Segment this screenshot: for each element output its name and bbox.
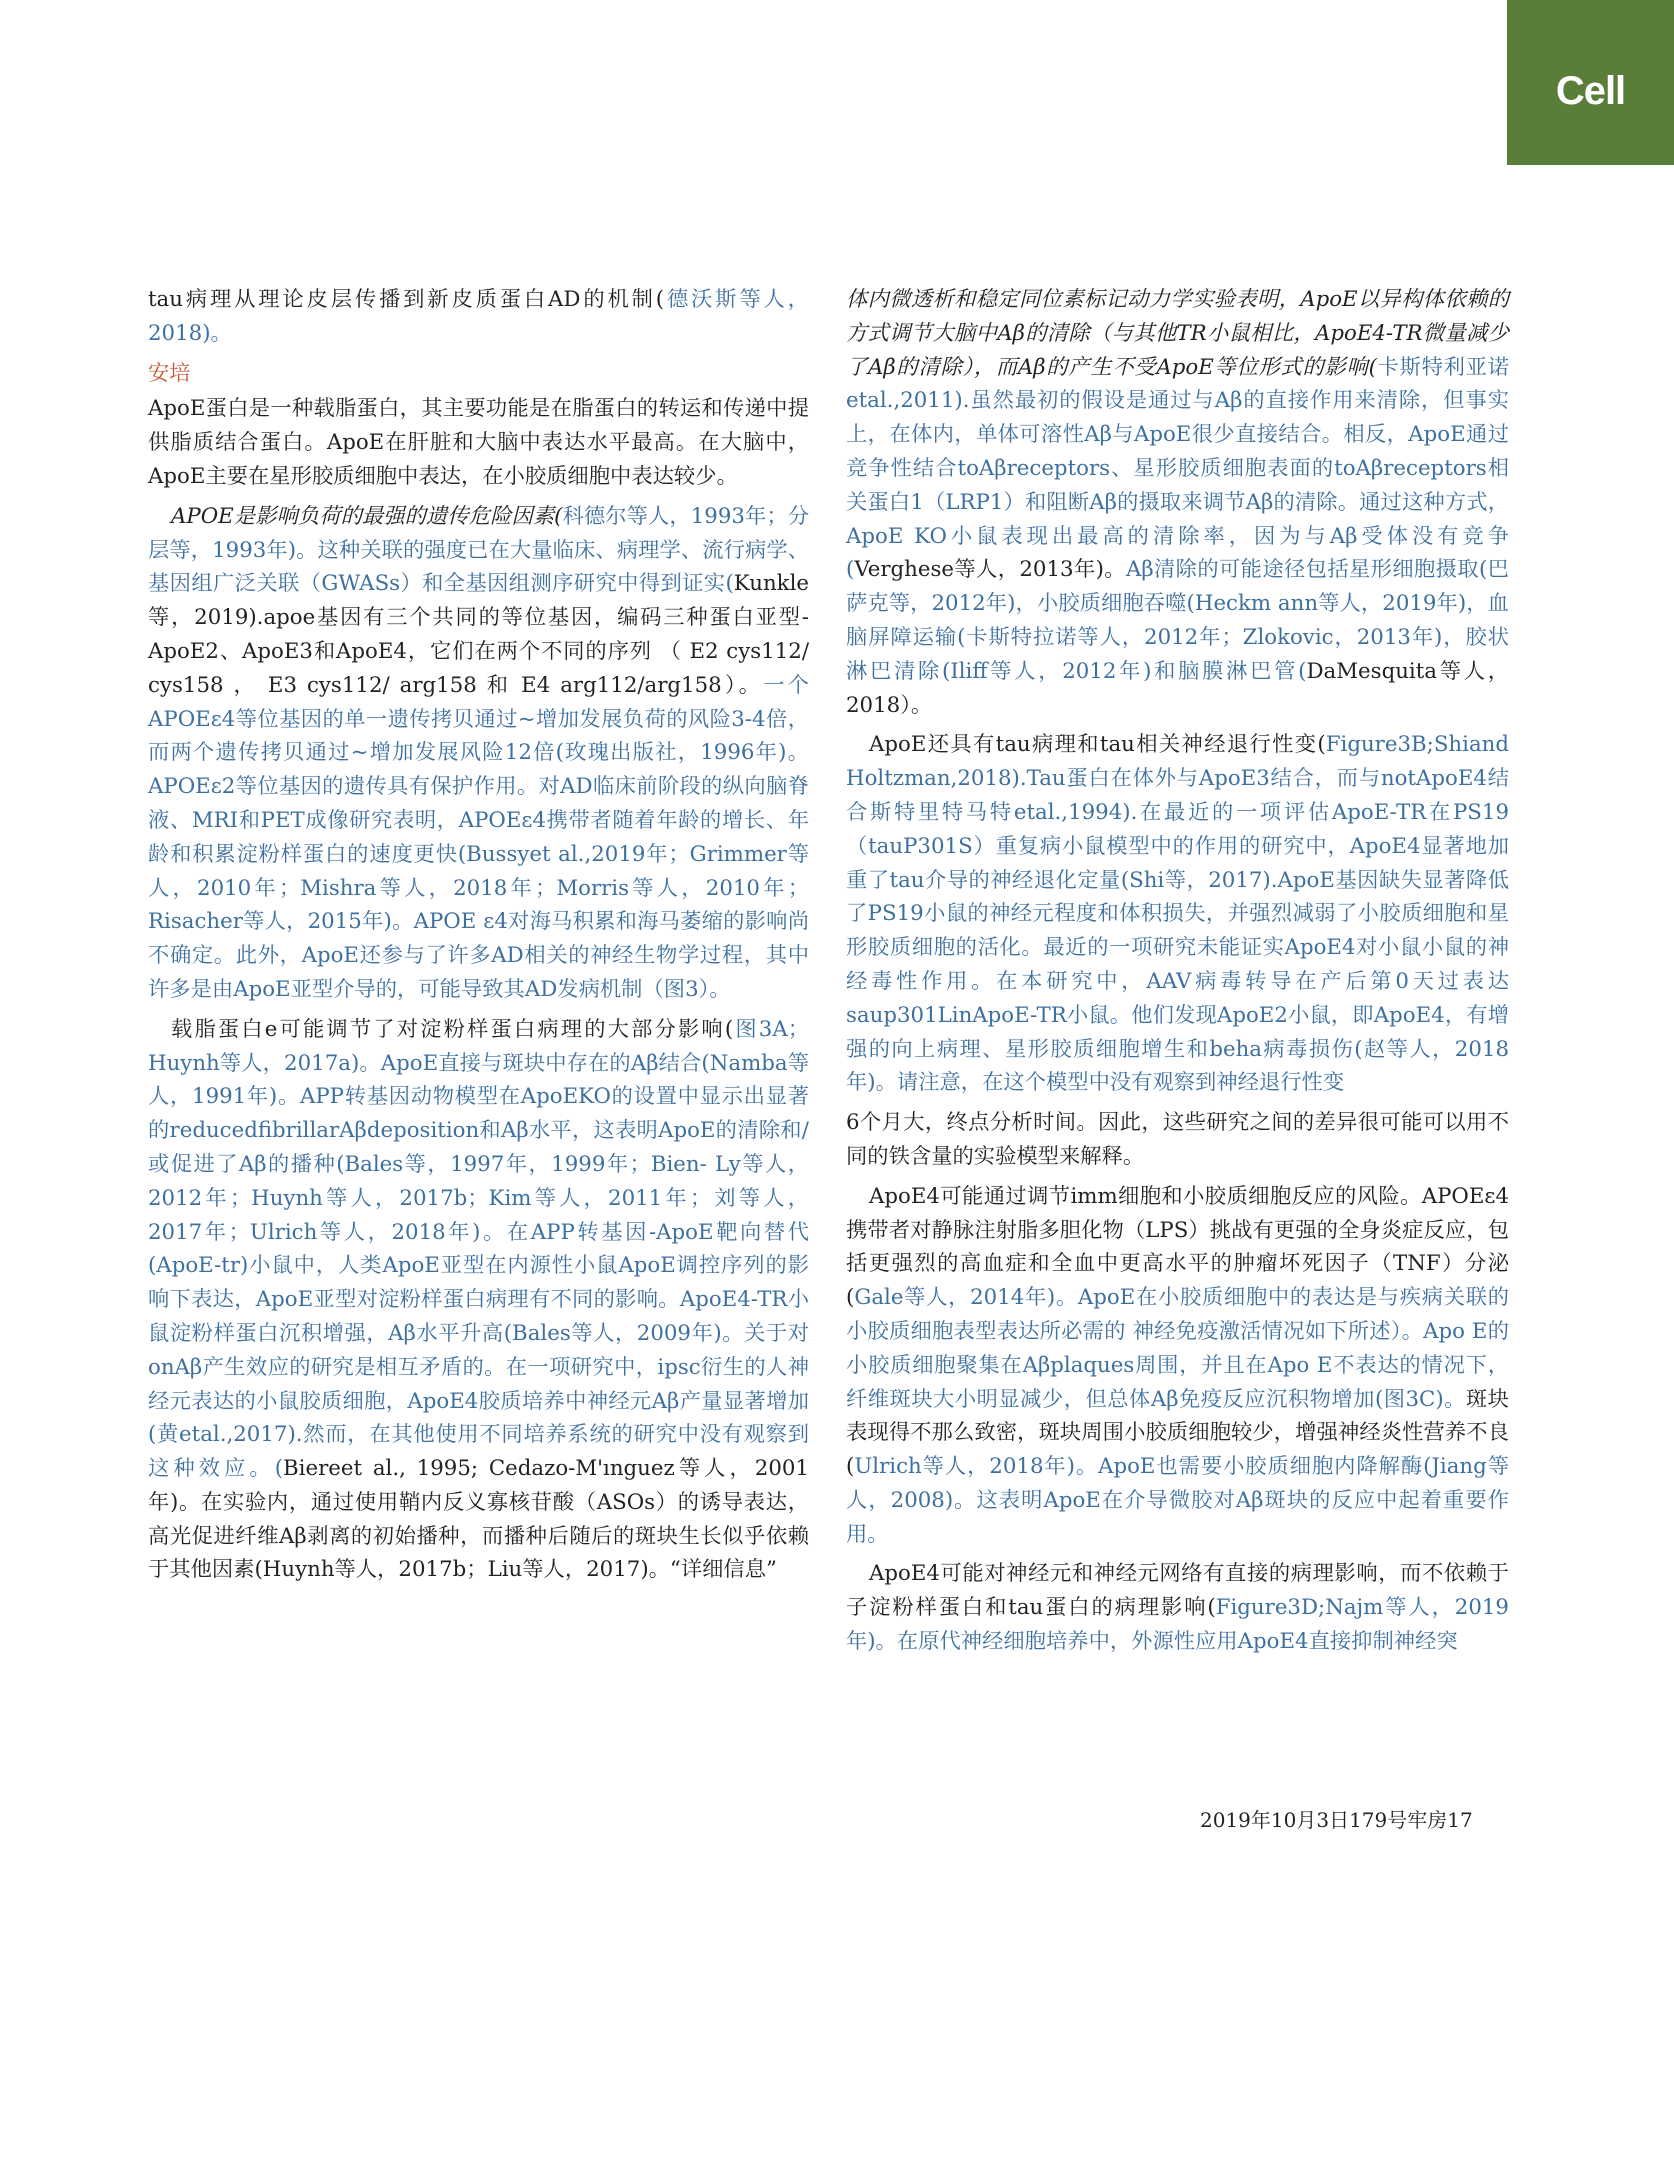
citation-link[interactable]: 图3A；Huynh等人，2017a)。ApoE直接与斑块中存在的Aβ结合(Namba等人，1991年)。APP转基因动物模型在ApoEKO的设置中显示出显著的reducedfibrillarAβdeposition和Aβ水平，这表明ApoE的清除和/或促进了Aβ的播种(Bales等，1997年，1999年；Bien- Ly等人，2012年；Huynh等人，2017b；Kim等人，2011年；刘等人，2017年；Ulrich等人，2018年)。在APP转基因-ApoE靶向替代(ApoE-tr)小鼠中，人类ApoE亚型在内源性小鼠ApoE调控序列的影响下表达，ApoE亚型对淀粉样蛋白病理有不同的影响。ApoE4-TR小鼠淀粉样蛋白沉积增强，Aβ水平升高(Bales等人，2009年)。关于对onAβ产生效应的研究是相互矛盾的。在一项研究中，ipsc衍生的人神经元表达的小鼠胶质细胞，ApoE4胶质培养中神经元Aβ产量显著增加(黄etal.,2017).然而，在其他使用不同培养系统的研究中没有观察到这种效应。( <box>148 1016 809 1482</box>
cell-logo: Cell <box>1507 0 1674 165</box>
citation-link[interactable]: Heckm ann等人，2019年)，血脑屏障运输( <box>846 591 1509 650</box>
citation-link[interactable]: 卡斯特利亚诺etal.,2011).虽然最初的假设是通过与Aβ的直接作用来清除，但事实上，在体内，单体可溶性Aβ与ApoE很少直接结合。相反，ApoE通过竞争性结合toAβreceptors、星形胶质细胞表面的toAβreceptors相关蛋白1（LRP1）和阻断Aβ的摄取来调节Aβ的清除。通过这种方式，ApoE KO小鼠表现出最高的清除率，因为与Aβ受体没有竞争( <box>846 354 1509 583</box>
paragraph: 体内微透析和稳定同位素标记动力学实验表明，ApoE以异构体依赖的方式调节大脑中Aβ的清除（与其他TR小鼠相比，ApoE4-TR微量减少了Aβ的清除），而Aβ的产生不受ApoE等位形式的影响(卡斯特利亚诺etal.,2011).虽然最初的假设是通过与Aβ的直接作用来清除，但事实上，在体内，单体可溶性Aβ与ApoE很少直接结合。相反，ApoE通过竞争性结合toAβreceptors、星形胶质细胞表面的toAβreceptors相关蛋白1（LRP1）和阻断Aβ的摄取来调节Aβ的清除。通过这种方式，ApoE KO小鼠表现出最高的清除率，因为与Aβ受体没有竞争(Verghese等人，2013年)。Aβ清除的可能途径包括星形细胞摄取(巴萨克等，2012年)，小胶质细胞吞噬(Heckm ann等人，2019年)，血脑屏障运输(卡斯特拉诺等人，2012年；Zlokovic，2013年)，胶状淋巴清除(Iliff等人，2012年)和脑膜淋巴管(DaMesquita等人，2018）。 <box>846 287 1510 718</box>
citation-link[interactable]: 德沃斯等人，2018)。 <box>148 287 809 346</box>
citation-link[interactable]: APOE ε4对海马积累和海马萎缩的影响尚不确定。此外，ApoE还参与了许多AD相关的神经生物学过程，其中许多是由ApoE亚型介导的，可能导致其AD发病机制（图3）。 <box>148 909 809 1002</box>
citation-link[interactable]: 玫瑰出版社，1996年)。APOEε2等位基因的遗传具有保护作用。对AD临床前阶段的纵向脑脊液、MRI和PET成像研究表明，APOEε4携带者随着年龄的增长、年龄和积累淀粉样蛋白的速度更快(Bussyet al.,2019年；Grimmer等人，2010年；Mishra等人，2018年；Morris等人，2010年； Risacher等人，2015年)。 <box>148 740 809 935</box>
citation-link[interactable]: 科德尔等人，1993年；分层等，1993年)。这种关联的强度已在大量临床、病理学、流行病学、基因组广泛关联（GWASs）和全基因组测序研究中得到证实( <box>148 503 810 597</box>
section-heading: 安培 <box>148 360 191 386</box>
citation-link[interactable]: Figure3D;Najm等人，2019年)。在原代神经细胞培养中，外源性应用ApoE4直接抑制神经突 <box>846 1595 1509 1655</box>
paragraph: ApoE还具有tau病理和tau相关神经退行性变(Figure3B;Shiand Holtzman,2018).Tau蛋白在体外与ApoE3结合，而与notApoE4结合斯特里特马特etal.,1994).在最近的一项评估ApoE-TR在PS19（tauP301S）重复病小鼠模型中的作用的研究中，ApoE4显著地加重了tau介导的神经退化定量(Shi等，2017).ApoE基因缺失显著降低了PS19小鼠的神经元程度和体积损失，并强烈减弱了小胶质细胞和星形胶质细胞的活化。最近的一项研究未能证实ApoE4对小鼠小鼠的神经毒性作用。在本研究中，AAV病毒转导在产后第0天过表达saup301LinApoE-TR小鼠。他们发现ApoE2小鼠，即ApoE4，有增强的向上病理、星形胶质细胞增生和beha病毒损伤(赵等人，2018年)。请注意，在这个模型中没有观察到神经退行性变 <box>846 732 1509 1096</box>
paragraph: ApoE4可能通过调节imm细胞和小胶质细胞反应的风险。APOEε4携带者对静脉注射脂多胆化物（LPS）挑战有更强的全身炎症反应，包括更强烈的高血症和全血中更高水平的肿瘤坏死因子（TNF）分泌(Gale等人，2014年)。ApoE在小胶质细胞中的表达是与疾病关联的小胶质细胞表型表达所必需的 神经免疫激活情况如下所述）。Apo E的小胶质细胞聚集在Aβplaques周围，并且在Apo E不表达的情况下，纤维斑块大小明显减少，但总体Aβ免疫反应沉积物增加(图3C)。斑块表现得不那么致密，斑块周围小胶质细胞较少，增强神经炎性营养不良(Ulrich等人，2018年)。ApoE也需要小胶质细胞内降解酶(Jiang等人，2008)。这表明ApoE在介导微胶对Aβ斑块的反应中起着重要作用。 <box>846 1183 1509 1547</box>
citation-link[interactable]: 卡斯特拉诺等人，2012年；Zlokovic，2013年)，胶状淋巴清除(Iliff等人，2012年)和脑膜淋巴管( <box>846 624 1510 684</box>
citation-link[interactable]: 一个APOEε4等位基因的单一遗传拷贝通过~增加发展负荷的风险3-4倍，而两个遗传拷贝通过~增加发展风险12倍( <box>148 672 809 766</box>
paragraph: 载脂蛋白e可能调节了对淀粉样蛋白病理的大部分影响(图3A；Huynh等人，2017a)。ApoE直接与斑块中存在的Aβ结合(Namba等人，1991年)。APP转基因动物模型在ApoEKO的设置中显示出显著的reducedfibrillarAβdeposition和Aβ水平，这表明ApoE的清除和/或促进了Aβ的播种(Bales等，1997年，1999年；Bien- Ly等人，2012年；Huynh等人，2017b；Kim等人，2011年；刘等人，2017年；Ulrich等人，2018年)。在APP转基因-ApoE靶向替代(ApoE-tr)小鼠中，人类ApoE亚型在内源性小鼠ApoE调控序列的影响下表达，ApoE亚型对淀粉样蛋白病理有不同的影响。ApoE4-TR小鼠淀粉样蛋白沉积增强，Aβ水平升高(Bales等人，2009年)。关于对onAβ产生效应的研究是相互矛盾的。在一项研究中，ipsc衍生的人神经元表达的小鼠胶质细胞，ApoE4胶质培养中神经元Aβ产量显著增加(黄etal.,2017).然而，在其他使用不同培养系统的研究中没有观察到这种效应。(Biereet al., 1995; Cedazo-M'ınguez等人，2001年)。在实验内，通过使用鞘内反义寡核苷酸（ASOs）的诱导表达，高光促进纤维Aβ剥离的初始播种，而播种后随后的斑块生长似乎依赖于其他因素(Huynh等人，2017b；Liu等人，2017)。“详细信息” <box>148 1016 809 1583</box>
paragraph: ApoE蛋白是一种载脂蛋白，其主要功能是在脂蛋白的转运和传递中提供脂质结合蛋白。ApoE在肝脏和大脑中表达水平最高。在大脑中，ApoE主要在星形胶质细胞中表达，在小胶质细胞中表达较少。 <box>148 396 809 489</box>
left-column <box>148 283 809 1593</box>
citation-link[interactable]: Figure3B;Shiand Holtzman,2018).Tau蛋白在体外与ApoE3结合，而与notApoE4结合斯特里特马特etal.,1994).在最近的一项评估ApoE-TR在PS19（tauP301S）重复病小鼠模型中的作用的研究中，ApoE4显著地加重了tau介导的神经退化定量(Shi等，2017).ApoE基因缺失显著降低了PS19小鼠的神经元程度和体积损失，并强烈减弱了小胶质细胞和星形胶质细胞的活化。最近的一项研究未能证实ApoE4对小鼠小鼠的神经毒性作用。在本研究中，AAV病毒转导在产后第0天过表达saup301LinApoE-TR小鼠。他们发现ApoE2小鼠，即ApoE4，有增强的向上病理、星形胶质细胞增生和beha病毒损伤(赵等人，2018年)。请注意，在这个模型中没有观察到神经退行性变 <box>846 732 1509 1096</box>
paragraph: tau病理从理论皮层传播到新皮质蛋白AD的机制(德沃斯等人，2018)。 <box>148 287 809 346</box>
right-column <box>846 283 1509 1665</box>
page-footer: 2019年10月3日179号牢房17 <box>1200 1808 1473 1832</box>
citation-link[interactable]: 巴萨克等，2012年)，小胶质细胞吞噬( <box>846 557 1509 617</box>
citation-link[interactable]: Gale等人，2014年)。ApoE在小胶质细胞中的表达是与疾病关联的小胶质细胞表型表达所必需的 神经免疫激活情况如下所述）。Apo E的小胶质细胞聚集在Aβplaques周围，并且在Apo E不表达的情况下，纤维斑块大小明显减少，但总体Aβ免疫反应沉积物增加(图3C)。 <box>846 1285 1509 1412</box>
citation-link[interactable]: Ulrich等人，2018年)。ApoE也需要小胶质细胞内降解酶(Jiang等人，2008)。这表明ApoE在介导微胶对Aβ斑块的反应中起着重要作用。 <box>846 1454 1509 1547</box>
paragraph: APOE是影响负荷的最强的遗传危险因素(科德尔等人，1993年；分层等，1993年)。这种关联的强度已在大量临床、病理学、流行病学、基因组广泛关联（GWASs）和全基因组测序研究中得到证实(Kunkle等，2019).apoe基因有三个共同的等位基因，编码三种蛋白亚型-ApoE2、ApoE3和ApoE4，它们在两个不同的序列 （ E2 cys112/ cys158 ， E3 cys112/ arg158 和 E4 arg112/arg158）。一个APOEε4等位基因的单一遗传拷贝通过~增加发展负荷的风险3-4倍，而两个遗传拷贝通过~增加发展风险12倍(玫瑰出版社，1996年)。APOEε2等位基因的遗传具有保护作用。对AD临床前阶段的纵向脑脊液、MRI和PET成像研究表明，APOEε4携带者随着年龄的增长、年龄和积累淀粉样蛋白的速度更快(Bussyet al.,2019年；Grimmer等人，2010年；Mishra等人，2018年；Morris等人，2010年； Risacher等人，2015年)。APOE ε4对海马积累和海马萎缩的影响尚不确定。此外，ApoE还参与了许多AD相关的神经生物学过程，其中许多是由ApoE亚型介导的，可能导致其AD发病机制（图3）。 <box>148 503 810 1002</box>
citation-link[interactable]: Aβ清除的可能途径包括星形细胞摄取( <box>1125 557 1488 583</box>
paragraph: ApoE4可能对神经元和神经元网络有直接的病理影响，而不依赖于子淀粉样蛋白和tau蛋白的病理影响(Figure3D;Najm等人，2019年)。在原代神经细胞培养中，外源性应用ApoE4直接抑制神经突 <box>846 1561 1509 1655</box>
paragraph: 6个月大，终点分析时间。因此，这些研究之间的差异很可能可以用不同的铁含量的实验模型来解释。 <box>846 1110 1509 1169</box>
